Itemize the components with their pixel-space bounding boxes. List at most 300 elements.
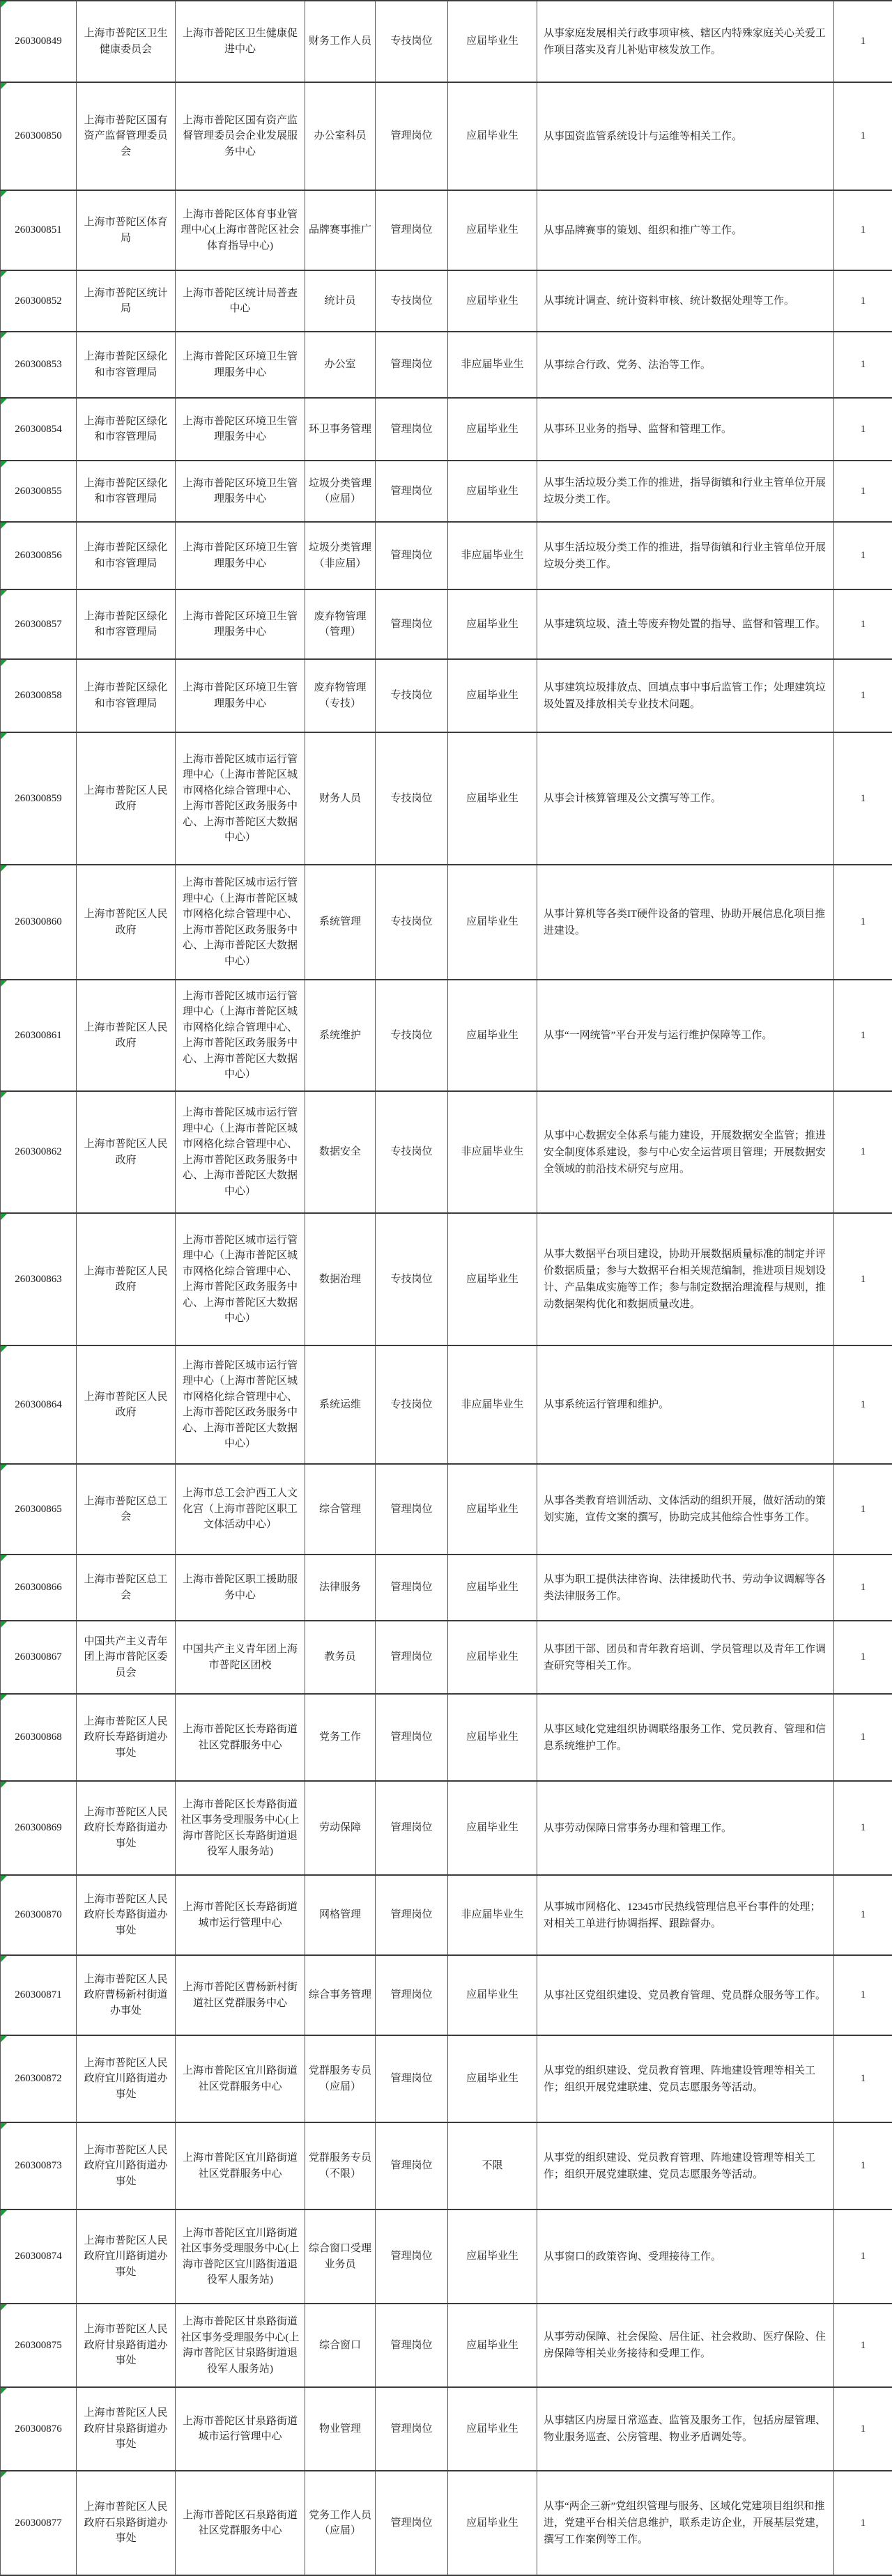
headcount-cell[interactable]: 1 (834, 1345, 892, 1464)
headcount-cell[interactable]: 1 (834, 2304, 892, 2387)
employer-unit-cell[interactable]: 上海市普陀区城市运行管理中心（上海市普陀区城市网格化综合管理中心、上海市普陀区政务服务中心、上海市普陀区大数据中心） (176, 1213, 305, 1345)
post-type-cell[interactable]: 管理岗位 (376, 2387, 448, 2471)
graduate-requirement-cell[interactable]: 应届毕业生 (448, 82, 537, 190)
employer-unit-cell[interactable]: 上海市普陀区国有资产监督管理委员会企业发展服务中心 (176, 82, 305, 190)
authority-cell[interactable]: 上海市普陀区人民政府宜川路街道办事处 (77, 2122, 176, 2209)
job-code-cell[interactable] (1, 2471, 77, 2575)
headcount-cell[interactable]: 1 (834, 1621, 892, 1694)
authority-cell[interactable]: 上海市普陀区人民政府 (77, 865, 176, 980)
graduate-requirement-cell[interactable]: 应届毕业生 (448, 1955, 537, 2035)
table-row (1, 659, 892, 732)
authority-cell[interactable]: 上海市普陀区人民政府 (77, 1213, 176, 1345)
post-type-cell[interactable]: 管理岗位 (376, 589, 448, 659)
job-code-text: 260300869 (15, 1822, 62, 1833)
headcount-cell[interactable]: 1 (834, 2387, 892, 2471)
employer-unit-cell[interactable]: 上海市普陀区环境卫生管理服务中心 (176, 398, 305, 461)
duties-description-cell[interactable]: 从事环卫业务的指导、监督和管理工作。 (537, 398, 834, 461)
graduate-requirement-cell[interactable]: 非应届毕业生 (448, 522, 537, 589)
headcount-cell[interactable]: 1 (834, 865, 892, 980)
duties-description-cell[interactable]: 从事党的组织建设、党员教育管理、阵地建设管理等相关工作；组织开展党建联建、党员志愿服务等活动。 (537, 2122, 834, 2209)
job-code-text: 260300852 (15, 295, 62, 307)
post-type-cell[interactable]: 管理岗位 (376, 461, 448, 522)
duties-description-cell[interactable]: 从事劳动保障、社会保险、居住证、社会救助、医疗保险、住房保障等相关业务接待和受理工作。 (537, 2304, 834, 2387)
position-name-cell[interactable]: 综合窗口受理业务员 (305, 2209, 376, 2304)
headcount-cell[interactable]: 1 (834, 2471, 892, 2575)
authority-cell[interactable]: 上海市普陀区人民政府 (77, 1091, 176, 1213)
job-code-cell[interactable] (1, 190, 77, 270)
employer-unit-cell[interactable]: 上海市普陀区城市运行管理中心（上海市普陀区城市网格化综合管理中心、上海市普陀区政务服务中心、上海市普陀区大数据中心） (176, 732, 305, 865)
duties-description-cell[interactable]: 从事综合行政、党务、法治等工作。 (537, 332, 834, 398)
table-row (1, 2035, 892, 2122)
job-code-cell[interactable] (1, 2209, 77, 2304)
table-row (1, 1781, 892, 1875)
authority-cell[interactable]: 上海市普陀区人民政府石泉路街道办事处 (77, 2471, 176, 2575)
graduate-requirement-cell[interactable]: 应届毕业生 (448, 2387, 537, 2471)
headcount-cell[interactable]: 1 (834, 980, 892, 1091)
excel-error-triangle-icon (1, 2210, 7, 2216)
job-code-cell[interactable] (1, 461, 77, 522)
headcount-cell[interactable]: 1 (834, 522, 892, 589)
position-name-cell[interactable]: 综合窗口 (305, 2304, 376, 2387)
headcount-cell[interactable]: 1 (834, 270, 892, 332)
table-row (1, 1694, 892, 1781)
graduate-requirement-cell[interactable]: 应届毕业生 (448, 865, 537, 980)
employer-unit-cell[interactable]: 上海市普陀区曹杨新村街道社区党群服务中心 (176, 1955, 305, 2035)
graduate-requirement-cell[interactable]: 应届毕业生 (448, 2471, 537, 2575)
authority-cell[interactable]: 上海市普陀区体育局 (77, 190, 176, 270)
employer-unit-cell[interactable]: 上海市普陀区城市运行管理中心（上海市普陀区城市网格化综合管理中心、上海市普陀区政务服务中心、上海市普陀区大数据中心） (176, 1091, 305, 1213)
employer-unit-cell[interactable]: 上海市总工会沪西工人文化宫（上海市普陀区职工文体活动中心） (176, 1464, 305, 1555)
table-row (1, 732, 892, 865)
excel-error-triangle-icon (1, 660, 7, 666)
graduate-requirement-cell[interactable]: 应届毕业生 (448, 2304, 537, 2387)
duties-description-cell[interactable]: 从事生活垃圾分类工作的推进，指导街镇和行业主管单位开展垃圾分类工作。 (537, 461, 834, 522)
job-code-cell[interactable] (1, 1464, 77, 1555)
position-name-cell[interactable]: 垃圾分类管理（非应届） (305, 522, 376, 589)
headcount-cell[interactable]: 1 (834, 1781, 892, 1875)
post-type-cell[interactable]: 管理岗位 (376, 1555, 448, 1621)
graduate-requirement-cell[interactable]: 应届毕业生 (448, 980, 537, 1091)
headcount-cell[interactable]: 1 (834, 190, 892, 270)
table-row (1, 190, 892, 270)
job-code-cell[interactable] (1, 1, 77, 82)
table-row (1, 522, 892, 589)
employer-unit-cell[interactable]: 上海市普陀区长寿路街道社区事务受理服务中心(上海市普陀区长寿路街道退役军人服务站) (176, 1781, 305, 1875)
position-name-cell[interactable]: 系统维护 (305, 980, 376, 1091)
excel-error-triangle-icon (1, 733, 7, 739)
post-type-cell[interactable]: 管理岗位 (376, 332, 448, 398)
post-type-cell[interactable]: 管理岗位 (376, 2304, 448, 2387)
duties-description-cell[interactable]: 从事中心数据安全体系与能力建设，开展数据安全监管；推进安全制度体系建设，参与中心安全运营项目管理；开展数据安全领域的前沿技术研究与应用。 (537, 1091, 834, 1213)
employer-unit-cell[interactable]: 上海市普陀区环境卫生管理服务中心 (176, 659, 305, 732)
position-name-cell[interactable]: 物业管理 (305, 2387, 376, 2471)
excel-error-triangle-icon (1, 191, 7, 197)
headcount-cell[interactable]: 1 (834, 2209, 892, 2304)
headcount-cell[interactable]: 1 (834, 2122, 892, 2209)
job-code-text: 260300865 (15, 1504, 62, 1515)
employer-unit-cell[interactable]: 上海市普陀区环境卫生管理服务中心 (176, 461, 305, 522)
duties-description-cell[interactable]: 从事建筑垃圾、渣土等废弃物处置的指导、监督和管理工作。 (537, 589, 834, 659)
job-code-cell[interactable] (1, 332, 77, 398)
employer-unit-cell[interactable]: 上海市普陀区宜川路街道社区党群服务中心 (176, 2035, 305, 2122)
post-type-cell[interactable]: 管理岗位 (376, 2122, 448, 2209)
authority-cell[interactable]: 上海市普陀区人民政府长寿路街道办事处 (77, 1875, 176, 1955)
employer-unit-cell[interactable]: 上海市普陀区环境卫生管理服务中心 (176, 589, 305, 659)
duties-description-cell[interactable]: 从事窗口的政策咨询、受理接待工作。 (537, 2209, 834, 2304)
graduate-requirement-cell[interactable]: 应届毕业生 (448, 2209, 537, 2304)
position-name-cell[interactable]: 办公室科员 (305, 82, 376, 190)
post-type-cell[interactable]: 管理岗位 (376, 2035, 448, 2122)
table-row (1, 2471, 892, 2575)
job-code-cell[interactable] (1, 2035, 77, 2122)
table-row (1, 82, 892, 190)
post-type-cell[interactable]: 管理岗位 (376, 1464, 448, 1555)
headcount-cell[interactable]: 1 (834, 1213, 892, 1345)
post-type-cell[interactable]: 管理岗位 (376, 1781, 448, 1875)
job-code-cell[interactable] (1, 1694, 77, 1781)
excel-error-triangle-icon (1, 1555, 7, 1561)
duties-description-cell[interactable]: 从事品牌赛事的策划、组织和推广等工作。 (537, 190, 834, 270)
position-name-cell[interactable]: 品牌赛事推广 (305, 190, 376, 270)
position-name-cell[interactable]: 法律服务 (305, 1555, 376, 1621)
position-name-cell[interactable]: 统计员 (305, 270, 376, 332)
excel-error-triangle-icon (1, 83, 7, 89)
employer-unit-cell[interactable]: 上海市普陀区卫生健康促进中心 (176, 1, 305, 82)
post-type-cell[interactable]: 管理岗位 (376, 1955, 448, 2035)
position-name-cell[interactable]: 党群服务专员（不限） (305, 2122, 376, 2209)
headcount-cell[interactable]: 1 (834, 659, 892, 732)
excel-error-triangle-icon (1, 2123, 7, 2129)
duties-description-cell[interactable]: 从事统计调查、统计资料审核、统计数据处理等工作。 (537, 270, 834, 332)
job-code-text: 260300855 (15, 486, 62, 497)
post-type-cell[interactable]: 专技岗位 (376, 1213, 448, 1345)
authority-cell[interactable]: 上海市普陀区绿化和市容管理局 (77, 589, 176, 659)
headcount-cell[interactable]: 1 (834, 1955, 892, 2035)
employer-unit-cell[interactable]: 上海市普陀区长寿路街道城市运行管理中心 (176, 1875, 305, 1955)
employer-unit-cell[interactable]: 上海市普陀区甘泉路街道城市运行管理中心 (176, 2387, 305, 2471)
job-code-text: 260300861 (15, 1030, 62, 1041)
post-type-cell[interactable]: 管理岗位 (376, 522, 448, 589)
position-name-cell[interactable]: 综合管理 (305, 1464, 376, 1555)
job-code-text: 260300863 (15, 1274, 62, 1285)
job-code-text: 260300858 (15, 690, 62, 701)
duties-description-cell[interactable]: 从事团干部、团员和青年教育培训、学员管理以及青年工作调查研究等相关工作。 (537, 1621, 834, 1694)
job-code-text: 260300874 (15, 2251, 62, 2262)
employer-unit-cell[interactable]: 上海市普陀区宜川路街道社区事务受理服务中心(上海市普陀区宜川路街道退役军人服务站) (176, 2209, 305, 2304)
duties-description-cell[interactable]: 从事会计核算管理及公文撰写等工作。 (537, 732, 834, 865)
table-row (1, 980, 892, 1091)
duties-description-cell[interactable]: 从事生活垃圾分类工作的推进，指导街镇和行业主管单位开展垃圾分类工作。 (537, 522, 834, 589)
position-name-cell[interactable]: 垃圾分类管理（应届） (305, 461, 376, 522)
authority-cell[interactable]: 上海市普陀区人民政府宜川路街道办事处 (77, 2209, 176, 2304)
duties-description-cell[interactable]: 从事建筑垃圾排放点、回填点事中事后监管工作；处理建筑垃圾处置及排放相关专业技术问题。 (537, 659, 834, 732)
position-name-cell[interactable]: 财务人员 (305, 732, 376, 865)
graduate-requirement-cell[interactable]: 应届毕业生 (448, 589, 537, 659)
employer-unit-cell[interactable]: 上海市普陀区甘泉路街道社区事务受理服务中心(上海市普陀区甘泉路街道退役军人服务站) (176, 2304, 305, 2387)
job-code-cell[interactable] (1, 522, 77, 589)
duties-description-cell[interactable]: 从事党的组织建设、党员教育管理、阵地建设管理等相关工作；组织开展党建联建、党员志愿服务等活动。 (537, 2035, 834, 2122)
post-type-cell[interactable]: 专技岗位 (376, 1345, 448, 1464)
authority-cell[interactable]: 上海市普陀区统计局 (77, 270, 176, 332)
duties-description-cell[interactable]: 从事大数据平台项目建设，协助开展数据质量标准的制定并评价数据质量；参与大数据平台相关规范编制，推进项目规划设计、产品集成实施等工作；参与制定数据治理流程与规则，推动数据架构优化和数据质量改进。 (537, 1213, 834, 1345)
authority-cell[interactable]: 上海市普陀区卫生健康委员会 (77, 1, 176, 82)
table-row (1, 1555, 892, 1621)
post-type-cell[interactable]: 管理岗位 (376, 190, 448, 270)
job-code-cell[interactable] (1, 865, 77, 980)
position-name-cell[interactable]: 综合事务管理 (305, 1955, 376, 2035)
headcount-cell[interactable]: 1 (834, 1694, 892, 1781)
position-name-cell[interactable]: 系统管理 (305, 865, 376, 980)
job-code-cell[interactable] (1, 1781, 77, 1875)
job-code-cell[interactable] (1, 1345, 77, 1464)
excel-error-triangle-icon (1, 1956, 7, 1962)
headcount-cell[interactable]: 1 (834, 2035, 892, 2122)
graduate-requirement-cell[interactable]: 应届毕业生 (448, 461, 537, 522)
job-code-text: 260300851 (15, 224, 62, 236)
post-type-cell[interactable]: 管理岗位 (376, 1875, 448, 1955)
excel-error-triangle-icon (1, 1, 7, 8)
post-type-cell[interactable]: 管理岗位 (376, 1694, 448, 1781)
table-row (1, 1, 892, 82)
job-code-text: 260300866 (15, 1582, 62, 1593)
excel-error-triangle-icon (1, 1214, 7, 1220)
excel-error-triangle-icon (1, 1621, 7, 1628)
duties-description-cell[interactable]: 从事“一网统管”平台开发与运行维护保障等工作。 (537, 980, 834, 1091)
excel-error-triangle-icon (1, 1092, 7, 1098)
excel-error-triangle-icon (1, 332, 7, 339)
job-code-cell[interactable] (1, 270, 77, 332)
position-name-cell[interactable]: 教务员 (305, 1621, 376, 1694)
authority-cell[interactable]: 上海市普陀区国有资产监督管理委员会 (77, 82, 176, 190)
headcount-cell[interactable]: 1 (834, 1555, 892, 1621)
post-type-cell[interactable]: 专技岗位 (376, 865, 448, 980)
headcount-cell[interactable]: 1 (834, 1464, 892, 1555)
authority-cell[interactable]: 上海市普陀区人民政府甘泉路街道办事处 (77, 2387, 176, 2471)
job-code-cell[interactable] (1, 2387, 77, 2471)
job-code-cell[interactable] (1, 1621, 77, 1694)
table-row (1, 1875, 892, 1955)
job-code-text: 260300876 (15, 2423, 62, 2435)
duties-description-cell[interactable]: 从事计算机等各类IT硬件设备的管理、协助开展信息化项目推进建设。 (537, 865, 834, 980)
job-code-cell[interactable] (1, 2122, 77, 2209)
excel-error-triangle-icon (1, 1346, 7, 1352)
position-name-cell[interactable]: 网格管理 (305, 1875, 376, 1955)
graduate-requirement-cell[interactable]: 非应届毕业生 (448, 1345, 537, 1464)
position-name-cell[interactable]: 系统运维 (305, 1345, 376, 1464)
job-code-cell[interactable] (1, 732, 77, 865)
post-type-cell[interactable]: 管理岗位 (376, 398, 448, 461)
employer-unit-cell[interactable]: 上海市普陀区宜川路街道社区党群服务中心 (176, 2122, 305, 2209)
authority-cell[interactable]: 上海市普陀区人民政府 (77, 980, 176, 1091)
headcount-cell[interactable]: 1 (834, 732, 892, 865)
authority-cell[interactable]: 上海市普陀区绿化和市容管理局 (77, 398, 176, 461)
duties-description-cell[interactable]: 从事辖区内房屋日常巡查、监管及服务工作，包括房屋管理、物业服务巡查、公房管理、物业矛盾调处等。 (537, 2387, 834, 2471)
job-code-text: 260300864 (15, 1399, 62, 1410)
post-type-cell[interactable]: 管理岗位 (376, 82, 448, 190)
graduate-requirement-cell[interactable]: 应届毕业生 (448, 1464, 537, 1555)
table-row (1, 2122, 892, 2209)
excel-error-triangle-icon (1, 523, 7, 529)
job-code-cell[interactable] (1, 1091, 77, 1213)
authority-cell[interactable]: 上海市普陀区绿化和市容管理局 (77, 659, 176, 732)
authority-cell[interactable]: 上海市普陀区人民政府长寿路街道办事处 (77, 1781, 176, 1875)
employer-unit-cell[interactable]: 上海市普陀区职工援助服务中心 (176, 1555, 305, 1621)
position-name-cell[interactable]: 办公室 (305, 332, 376, 398)
table-row (1, 398, 892, 461)
job-code-cell[interactable] (1, 980, 77, 1091)
headcount-cell[interactable]: 1 (834, 398, 892, 461)
position-name-cell[interactable]: 财务工作人员 (305, 1, 376, 82)
position-name-cell[interactable]: 数据安全 (305, 1091, 376, 1213)
graduate-requirement-cell[interactable]: 应届毕业生 (448, 2035, 537, 2122)
job-code-cell[interactable] (1, 398, 77, 461)
excel-error-triangle-icon (1, 2036, 7, 2042)
job-code-cell[interactable] (1, 659, 77, 732)
duties-description-cell[interactable]: 从事城市网格化、12345市民热线管理信息平台事件的处理；对相关工单进行协调指挥、跟踪督办。 (537, 1875, 834, 1955)
graduate-requirement-cell[interactable]: 非应届毕业生 (448, 332, 537, 398)
authority-cell[interactable]: 上海市普陀区绿化和市容管理局 (77, 332, 176, 398)
excel-error-triangle-icon (1, 461, 7, 468)
duties-description-cell[interactable]: 从事为职工提供法律咨询、法律援助代书、劳动争议调解等各类法律服务工作。 (537, 1555, 834, 1621)
position-name-cell[interactable]: 党群服务专员（应届） (305, 2035, 376, 2122)
excel-error-triangle-icon (1, 1465, 7, 1471)
authority-cell[interactable]: 上海市普陀区绿化和市容管理局 (77, 522, 176, 589)
job-code-cell[interactable] (1, 82, 77, 190)
authority-cell[interactable]: 上海市普陀区人民政府 (77, 1345, 176, 1464)
position-name-cell[interactable]: 党务工作人员（应届） (305, 2471, 376, 2575)
duties-description-cell[interactable]: 从事各类教育培训活动、文体活动的组织开展，做好活动的策划实施，宣传文案的撰写，协助完成其他综合性事务工作。 (537, 1464, 834, 1555)
table-row (1, 1345, 892, 1464)
headcount-cell[interactable]: 1 (834, 1, 892, 82)
employer-unit-cell[interactable]: 中国共产主义青年团上海市普陀区团校 (176, 1621, 305, 1694)
job-code-text: 260300850 (15, 130, 62, 141)
employer-unit-cell[interactable]: 上海市普陀区城市运行管理中心（上海市普陀区城市网格化综合管理中心、上海市普陀区政务服务中心、上海市普陀区大数据中心） (176, 1345, 305, 1464)
position-name-cell[interactable]: 废弃物管理（管理） (305, 589, 376, 659)
authority-cell[interactable]: 上海市普陀区人民政府曹杨新村街道办事处 (77, 1955, 176, 2035)
job-code-cell[interactable] (1, 1213, 77, 1345)
excel-error-triangle-icon (1, 590, 7, 596)
headcount-cell[interactable]: 1 (834, 461, 892, 522)
graduate-requirement-cell[interactable]: 应届毕业生 (448, 1781, 537, 1875)
graduate-requirement-cell[interactable]: 应届毕业生 (448, 1, 537, 82)
post-type-cell[interactable]: 专技岗位 (376, 270, 448, 332)
authority-cell[interactable]: 上海市普陀区人民政府甘泉路街道办事处 (77, 2304, 176, 2387)
duties-description-cell[interactable]: 从事国资监管系统设计与运维等相关工作。 (537, 82, 834, 190)
position-name-cell[interactable]: 废弃物管理（专技） (305, 659, 376, 732)
post-type-cell[interactable]: 专技岗位 (376, 1091, 448, 1213)
position-name-cell[interactable]: 党务工作 (305, 1694, 376, 1781)
duties-description-cell[interactable]: 从事系统运行管理和维护。 (537, 1345, 834, 1464)
position-name-cell[interactable]: 环卫事务管理 (305, 398, 376, 461)
graduate-requirement-cell[interactable]: 应届毕业生 (448, 659, 537, 732)
table-row (1, 1955, 892, 2035)
post-type-cell[interactable]: 管理岗位 (376, 2209, 448, 2304)
excel-error-triangle-icon (1, 2471, 7, 2478)
job-code-cell[interactable] (1, 589, 77, 659)
authority-cell[interactable]: 上海市普陀区绿化和市容管理局 (77, 461, 176, 522)
headcount-cell[interactable]: 1 (834, 589, 892, 659)
headcount-cell[interactable]: 1 (834, 1091, 892, 1213)
duties-description-cell[interactable]: 从事家庭发展相关行政事项审核、辖区内特殊家庭关心关爱工作项目落实及育儿补贴审核发放工作。 (537, 1, 834, 82)
job-code-text: 260300862 (15, 1146, 62, 1157)
job-code-cell[interactable] (1, 1875, 77, 1955)
job-code-text: 260300870 (15, 1909, 62, 1920)
employer-unit-cell[interactable]: 上海市普陀区环境卫生管理服务中心 (176, 332, 305, 398)
graduate-requirement-cell[interactable]: 应届毕业生 (448, 398, 537, 461)
graduate-requirement-cell[interactable]: 应届毕业生 (448, 1621, 537, 1694)
excel-error-triangle-icon (1, 1695, 7, 1701)
job-code-text: 260300872 (15, 2073, 62, 2084)
job-code-text: 260300873 (15, 2160, 62, 2171)
duties-description-cell[interactable]: 从事“两企三新”党组织管理与服务、区域化党建项目组织和推进，党建平台相关信息维护，联系走访企业，开展基层党建，撰写工作案例等工作。 (537, 2471, 834, 2575)
authority-cell[interactable]: 上海市普陀区总工会 (77, 1555, 176, 1621)
duties-description-cell[interactable]: 从事区域化党建组织协调联络服务工作、党员教育、管理和信息系统维护工作。 (537, 1694, 834, 1781)
headcount-cell[interactable]: 1 (834, 332, 892, 398)
excel-error-triangle-icon (1, 271, 7, 277)
graduate-requirement-cell[interactable]: 不限 (448, 2122, 537, 2209)
graduate-requirement-cell[interactable]: 应届毕业生 (448, 270, 537, 332)
job-code-text: 260300871 (15, 1989, 62, 2000)
job-code-cell[interactable] (1, 1555, 77, 1621)
job-code-text: 260300867 (15, 1651, 62, 1663)
employer-unit-cell[interactable]: 上海市普陀区城市运行管理中心（上海市普陀区城市网格化综合管理中心、上海市普陀区政务服务中心、上海市普陀区大数据中心） (176, 980, 305, 1091)
graduate-requirement-cell[interactable]: 应届毕业生 (448, 190, 537, 270)
table-row (1, 589, 892, 659)
post-type-cell[interactable]: 管理岗位 (376, 2471, 448, 2575)
employer-unit-cell[interactable]: 上海市普陀区长寿路街道社区党群服务中心 (176, 1694, 305, 1781)
position-name-cell[interactable]: 劳动保障 (305, 1781, 376, 1875)
headcount-cell[interactable]: 1 (834, 82, 892, 190)
post-type-cell[interactable]: 专技岗位 (376, 1, 448, 82)
table-row (1, 461, 892, 522)
authority-cell[interactable]: 上海市普陀区总工会 (77, 1464, 176, 1555)
job-code-text: 260300856 (15, 550, 62, 561)
job-code-text: 260300859 (15, 793, 62, 804)
post-type-cell[interactable]: 专技岗位 (376, 980, 448, 1091)
authority-cell[interactable]: 上海市普陀区人民政府 (77, 732, 176, 865)
employer-unit-cell[interactable]: 上海市普陀区石泉路街道社区党群服务中心 (176, 2471, 305, 2575)
authority-cell[interactable]: 上海市普陀区人民政府长寿路街道办事处 (77, 1694, 176, 1781)
employer-unit-cell[interactable]: 上海市普陀区城市运行管理中心（上海市普陀区城市网格化综合管理中心、上海市普陀区政务服务中心、上海市普陀区大数据中心） (176, 865, 305, 980)
employer-unit-cell[interactable]: 上海市普陀区统计局普查中心 (176, 270, 305, 332)
job-code-text: 260300868 (15, 1732, 62, 1743)
authority-cell[interactable]: 上海市普陀区人民政府宜川路街道办事处 (77, 2035, 176, 2122)
post-type-cell[interactable]: 专技岗位 (376, 732, 448, 865)
job-code-cell[interactable] (1, 2304, 77, 2387)
job-code-cell[interactable] (1, 1955, 77, 2035)
duties-description-cell[interactable]: 从事社区党组织建设、党员教育管理、党员群众服务等工作。 (537, 1955, 834, 2035)
graduate-requirement-cell[interactable]: 应届毕业生 (448, 1694, 537, 1781)
table-row (1, 1621, 892, 1694)
post-type-cell[interactable]: 专技岗位 (376, 659, 448, 732)
authority-cell[interactable]: 中国共产主义青年团上海市普陀区委员会 (77, 1621, 176, 1694)
table-row (1, 2387, 892, 2471)
graduate-requirement-cell[interactable]: 非应届毕业生 (448, 1091, 537, 1213)
employer-unit-cell[interactable]: 上海市普陀区体育事业管理中心(上海市普陀区社会体育指导中心) (176, 190, 305, 270)
position-name-cell[interactable]: 数据治理 (305, 1213, 376, 1345)
graduate-requirement-cell[interactable]: 应届毕业生 (448, 732, 537, 865)
job-code-text: 260300857 (15, 619, 62, 630)
graduate-requirement-cell[interactable]: 非应届毕业生 (448, 1875, 537, 1955)
employer-unit-cell[interactable]: 上海市普陀区环境卫生管理服务中心 (176, 522, 305, 589)
excel-error-triangle-icon (1, 2304, 7, 2311)
headcount-cell[interactable]: 1 (834, 1875, 892, 1955)
duties-description-cell[interactable]: 从事劳动保障日常事务办理和管理工作。 (537, 1781, 834, 1875)
excel-error-triangle-icon (1, 980, 7, 987)
post-type-cell[interactable]: 管理岗位 (376, 1621, 448, 1694)
graduate-requirement-cell[interactable]: 应届毕业生 (448, 1213, 537, 1345)
graduate-requirement-cell[interactable]: 应届毕业生 (448, 1555, 537, 1621)
